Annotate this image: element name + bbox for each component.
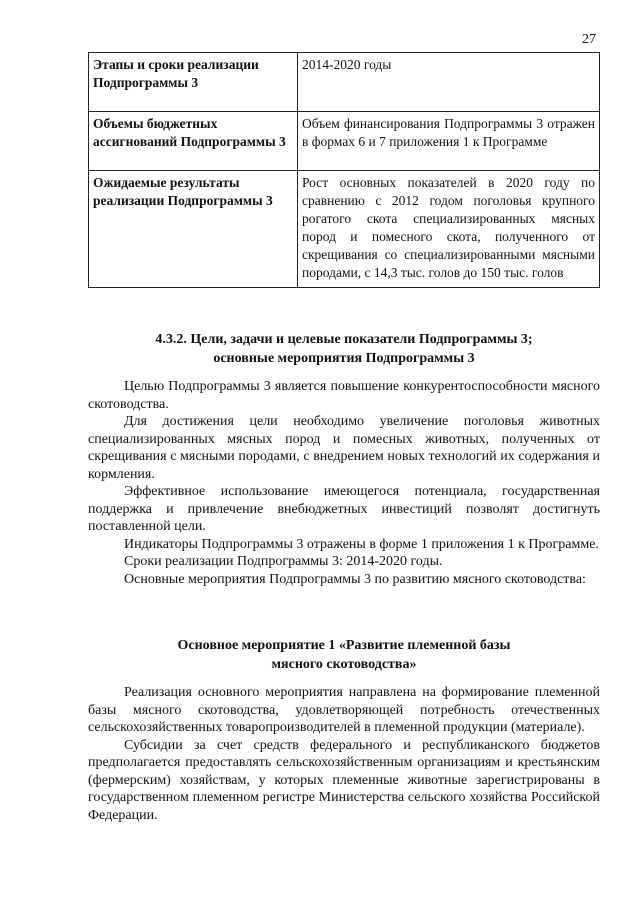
table-cell-label: Ожидаемые результаты реализации Подпрограммы 3	[89, 171, 298, 288]
table-row	[89, 53, 600, 112]
table-cell-label: Этапы и сроки реализации Подпрограммы 3	[89, 53, 298, 112]
passport-table	[88, 52, 600, 288]
paragraph: Сроки реализации Подпрограммы 3: 2014-2020 годы.	[124, 554, 443, 569]
table-cell-value: 2014-2020 годы	[298, 53, 600, 112]
paragraph: Целью Подпрограммы 3 является повышение конкурентоспособности мясного скотоводства.	[88, 379, 600, 412]
event-heading-line: мясного скотоводства»	[271, 657, 417, 672]
paragraph: Реализация основного мероприятия направлена на формирование племенной базы мясного скотоводства, удовлетворяющей потребность отечественных сельскохозяйственных товаропроизводителей в племенной продукции (материале).	[88, 685, 600, 735]
section-body	[88, 378, 600, 588]
paragraph: Индикаторы Подпрограммы 3 отражены в форме 1 приложения 1 к Программе.	[124, 536, 599, 552]
table-row	[89, 112, 600, 171]
table-cell-value: Рост основных показателей в 2020 году по сравнению с 2012 годом поголовья крупного рогатого скота специализированных мясных пород и помесного скота, полученного от скрещивания со специализированными мясными породами, с 14,3 тыс. голов до 150 тыс. голов	[298, 171, 600, 288]
table-cell-value: Объем финансирования Подпрограммы 3 отражен в формах 6 и 7 приложения 1 к Программе	[298, 112, 600, 171]
section-heading	[88, 330, 600, 368]
paragraph: Основные мероприятия Подпрограммы 3 по развитию мясного скотоводства:	[124, 571, 586, 587]
event-heading-line: Основное мероприятие 1 «Развитие племенной базы	[177, 638, 511, 653]
paragraph: Для достижения цели необходимо увеличение поголовья животных специализированных мясных пород и помесных животных, полученных от скрещивания с мясными породами, с внедрением новых технологий их содержания и кормления.	[88, 414, 600, 482]
table-cell-label: Объемы бюджетных ассигнований Подпрограммы 3	[89, 112, 298, 171]
paragraph: Субсидии за счет средств федерального и республиканского бюджетов предполагается предоставлять сельскохозяйственным организациям и крестьянским (фермерским) хозяйствам, у которых племенные животные зарегистрированы в государственном племенном регистре Министерства сельского хозяйства Российской Федерации.	[88, 737, 600, 823]
section-heading-line: 4.3.2. Цели, задачи и целевые показатели Подпрограммы 3;	[155, 332, 533, 347]
event-body	[88, 684, 600, 824]
event-heading	[88, 636, 600, 674]
section-heading-line: основные мероприятия Подпрограммы 3	[213, 351, 475, 366]
table-row	[89, 171, 600, 288]
paragraph: Эффективное использование имеющегося потенциала, государственная поддержка и привлечение внебюджетных инвестиций позволят достигнуть поставленной цели.	[88, 484, 600, 534]
page-number: 27	[582, 32, 596, 47]
